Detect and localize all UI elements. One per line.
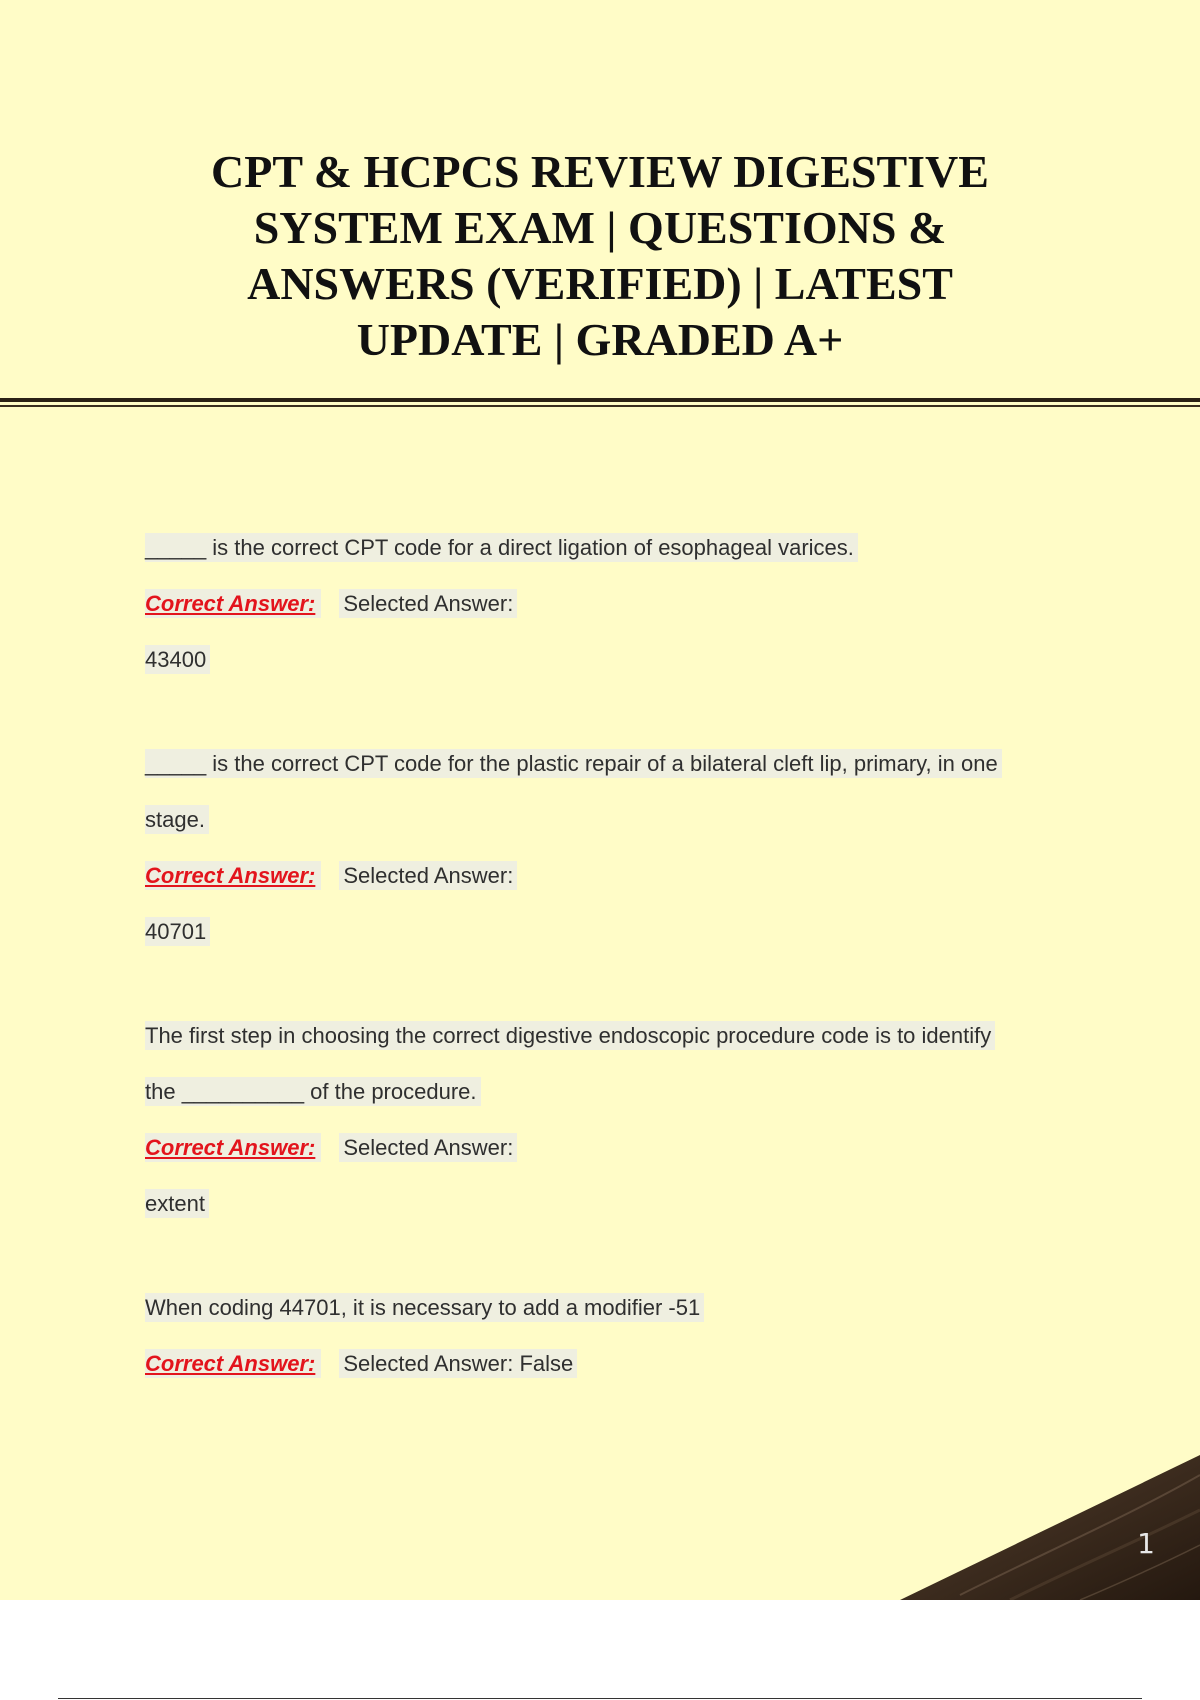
correct-answer-label: Correct Answer: xyxy=(145,1349,321,1378)
question-text: _____ is the correct CPT code for a direct ligation of esophageal varices. xyxy=(145,533,858,562)
answer-line xyxy=(145,632,1105,688)
question-text: _____ is the correct CPT code for the plastic repair of a bilateral cleft lip, primary, in one xyxy=(145,749,1002,778)
page-number: 1 xyxy=(1137,1527,1155,1560)
question-line xyxy=(145,1064,1105,1120)
question-text: The first step in choosing the correct digestive endoscopic procedure code is to identify xyxy=(145,1021,995,1050)
question-line xyxy=(145,520,1105,576)
title-divider-thick xyxy=(0,398,1200,402)
title-block xyxy=(0,144,1200,368)
correct-answer-label: Correct Answer: xyxy=(145,1133,321,1162)
question-text: the __________ of the procedure. xyxy=(145,1077,481,1106)
document-title: CPT & HCPCS REVIEW DIGESTIVE SYSTEM EXAM | QUESTIONS & ANSWERS (VERIFIED) | LATEST UPDATE | GRADED A+ xyxy=(211,146,989,365)
selected-answer-label: Selected Answer: xyxy=(339,861,517,890)
answer-text: extent xyxy=(145,1189,209,1218)
answer-label-row xyxy=(145,1120,1105,1176)
correct-answer-label: Correct Answer: xyxy=(145,589,321,618)
answer-line xyxy=(145,904,1105,960)
question-line xyxy=(145,736,1105,792)
qa-item xyxy=(145,1280,1105,1392)
selected-answer-label: Selected Answer: xyxy=(339,1133,517,1162)
question-text: When coding 44701, it is necessary to add a modifier -51 xyxy=(145,1293,704,1322)
answer-label-row xyxy=(145,848,1105,904)
answer-label-row xyxy=(145,1336,1105,1392)
answer-text: 43400 xyxy=(145,645,210,674)
qa-item xyxy=(145,736,1105,960)
answer-line xyxy=(145,1176,1105,1232)
question-line xyxy=(145,1280,1105,1336)
selected-answer-label: Selected Answer: False xyxy=(339,1349,577,1378)
qa-list xyxy=(145,520,1105,1440)
qa-item xyxy=(145,520,1105,688)
corner-wood-decoration xyxy=(900,1455,1200,1600)
selected-answer-label: Selected Answer: xyxy=(339,589,517,618)
correct-answer-label: Correct Answer: xyxy=(145,861,321,890)
qa-item xyxy=(145,1008,1105,1232)
footer-divider xyxy=(58,1698,1142,1699)
question-line xyxy=(145,792,1105,848)
question-text: stage. xyxy=(145,805,209,834)
question-line xyxy=(145,1008,1105,1064)
title-divider-thin xyxy=(0,405,1200,407)
answer-label-row xyxy=(145,576,1105,632)
answer-text: 40701 xyxy=(145,917,210,946)
